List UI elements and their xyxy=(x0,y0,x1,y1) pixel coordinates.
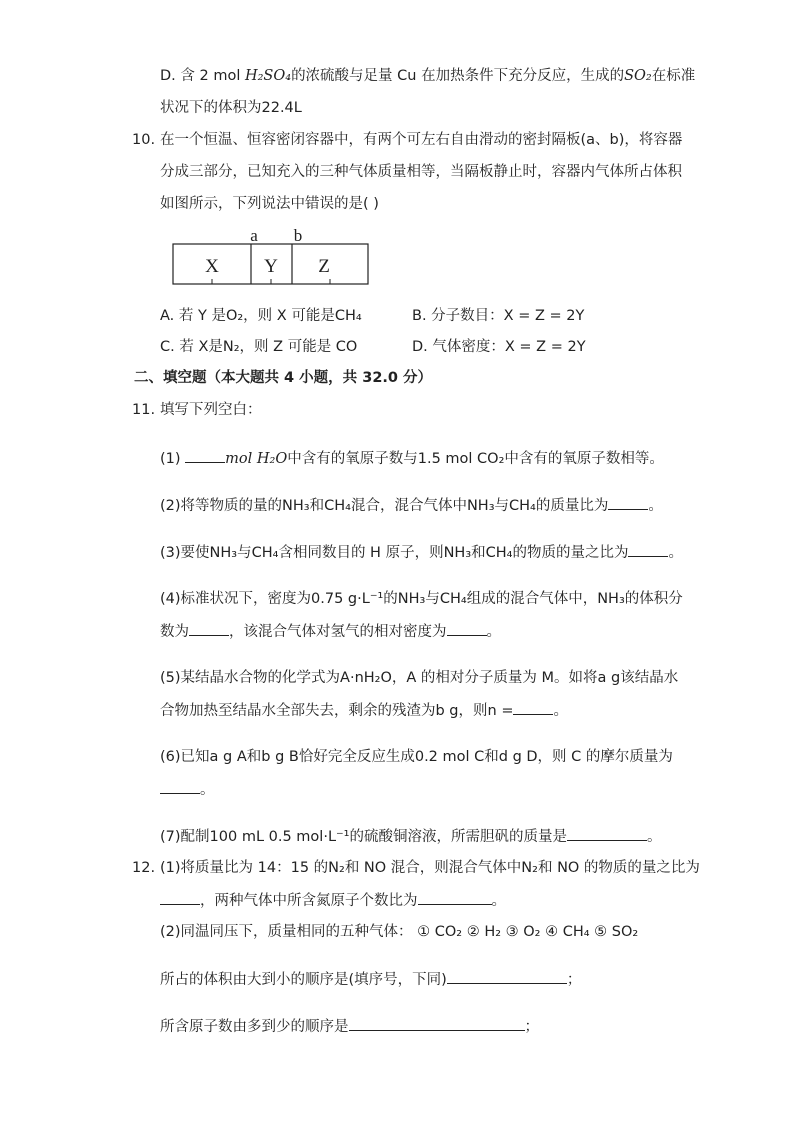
q12-p1-blank2[interactable] xyxy=(418,890,492,905)
container-diagram xyxy=(172,225,372,287)
q11-part1 xyxy=(160,448,664,469)
q11-p5-blank[interactable] xyxy=(513,700,553,715)
q11-p1-b: mol H₂O xyxy=(225,451,288,467)
q12-p2-q2-text: 所含原子数由多到少的顺序是 xyxy=(160,1019,349,1035)
q11-p1-a: (1) xyxy=(160,451,186,467)
q9-option-d-line2: 状况下的体积为22.4L xyxy=(160,100,302,116)
partition-a-label: a xyxy=(250,226,258,245)
q11-p3-blank[interactable] xyxy=(628,542,668,557)
q12-part1-line2 xyxy=(160,890,506,911)
q11-p7-blank[interactable] xyxy=(567,826,647,841)
q11-part4-line1: (4)标准状况下，密度为0.75 g·L⁻¹的NH₃与CH₄组成的混合气体中，NH₃的体积分 xyxy=(160,591,683,607)
q11-part7 xyxy=(160,826,661,847)
q11-p4-a: 数为 xyxy=(160,624,189,640)
q11-p2-text: (2)将等物质的量的NH₃和CH₄混合，混合气体中NH₃与CH₄的质量比为 xyxy=(160,498,609,514)
q11-p4-blank2[interactable] xyxy=(447,621,487,636)
q9-option-d xyxy=(160,66,695,86)
q11-p3-text: (3)要使NH₃与CH₄含相同数目的 H 原子，则NH₃和CH₄的物质的量之比为 xyxy=(160,545,629,561)
q11-p1-c: 中含有的氧原子数与1.5 mol CO₂中含有的氧原子数相等。 xyxy=(287,451,664,467)
q12-p1-b: ，两种气体中所含氮原子个数比为 xyxy=(200,893,418,909)
q10-option-b: B. 分子数目：X = Z = 2Y xyxy=(412,308,585,324)
partition-b-label: b xyxy=(293,226,303,245)
q12-p1-blank1[interactable] xyxy=(160,890,200,905)
cell-y-label: Y xyxy=(264,256,278,277)
q11-p5-text: 合物加热至结晶水全部失去，剩余的残渣为b g，则n = xyxy=(160,703,514,719)
q11-part4-line2 xyxy=(160,621,501,642)
q11-p6-end: 。 xyxy=(200,782,215,798)
q11-p4-blank1[interactable] xyxy=(189,621,229,636)
q12-number: 12. xyxy=(132,860,156,876)
q10-stem-line2: 分成三部分，已知充入的三种气体质量相等，当隔板静止时，容器内气体所占体积 xyxy=(160,164,682,180)
q12-p2-q2-blank[interactable] xyxy=(349,1016,525,1031)
section-heading: 二、填空题（本大题共 4 小题，共 32.0 分） xyxy=(134,370,433,386)
q11-number: 11. xyxy=(132,402,156,418)
q10-option-a: A. 若 Y 是O₂，则 X 可能是CH₄ xyxy=(160,308,362,324)
q9-d-mid: 的浓硫酸与足量 Cu 在加热条件下充分反应，生成的 xyxy=(291,68,625,84)
cell-z-label: Z xyxy=(318,256,330,277)
q11-p3-end: 。 xyxy=(668,545,683,561)
q11-p4-c: 。 xyxy=(486,624,501,640)
q12-part2-q2 xyxy=(160,1016,539,1037)
q11-p6-blank[interactable] xyxy=(160,779,200,794)
q11-p2-blank[interactable] xyxy=(608,495,648,510)
q11-part6-line2 xyxy=(160,779,215,800)
q10-option-d: D. 气体密度：X = Z = 2Y xyxy=(412,339,586,355)
q10-number: 10. xyxy=(132,132,156,148)
q11-part3 xyxy=(160,542,683,563)
q9-d-so2: SO₂ xyxy=(624,68,652,84)
q9-d-tail: 在标准 xyxy=(651,68,696,84)
q11-p1-blank[interactable] xyxy=(185,448,225,463)
q12-p2-q2-end: ； xyxy=(524,1019,539,1035)
q12-part2-line1: (2)同温同压下，质量相同的五种气体： ① CO₂ ② H₂ ③ O₂ ④ CH₄ ⑤ SO₂ xyxy=(160,924,639,940)
q11-p4-b: ，该混合气体对氢气的相对密度为 xyxy=(229,624,447,640)
q12-p1-c: 。 xyxy=(491,893,506,909)
q11-p2-end: 。 xyxy=(648,498,663,514)
q9-d-h2so4: H₂SO₄ xyxy=(244,68,292,84)
q12-p2-q1-text: 所占的体积由大到小的顺序是(填序号，下同) xyxy=(160,972,447,988)
q11-part5-line1: (5)某结晶水合物的化学式为A·nH₂O，A 的相对分子质量为 M。如将a g该结晶水 xyxy=(160,670,679,686)
cell-x-label: X xyxy=(205,256,219,277)
q11-p7-text: (7)配制100 mL 0.5 mol·L⁻¹的硫酸铜溶液，所需胆矾的质量是 xyxy=(160,829,567,845)
q11-part6-line1: (6)已知a g A和b g B恰好完全反应生成0.2 mol C和d g D，则 C 的摩尔质量为 xyxy=(160,749,673,765)
q11-part2 xyxy=(160,495,663,516)
q12-p2-q1-end: ； xyxy=(566,972,582,988)
q12-part1-line1: (1)将质量比为 14：15 的N₂和 NO 混合，则混合气体中N₂和 NO 的物质的量之比为 xyxy=(160,860,700,876)
q10-stem-line3: 如图所示，下列说法中错误的是( ) xyxy=(160,196,379,212)
q11-part5-line2 xyxy=(160,700,568,721)
q10-option-c: C. 若 X是N₂，则 Z 可能是 CO xyxy=(160,339,358,355)
q11-p7-end: 。 xyxy=(646,829,662,845)
q12-part2-q1 xyxy=(160,969,581,990)
q11-p5-end: 。 xyxy=(553,703,568,719)
q11-title: 填写下列空白： xyxy=(160,402,262,418)
q12-p2-q1-blank[interactable] xyxy=(447,969,567,984)
q9-d-prefix: D. 含 2 mol xyxy=(160,68,245,84)
q10-stem-line1: 在一个恒温、恒容密闭容器中，有两个可左右自由滑动的密封隔板(a、b)，将容器 xyxy=(160,132,683,148)
